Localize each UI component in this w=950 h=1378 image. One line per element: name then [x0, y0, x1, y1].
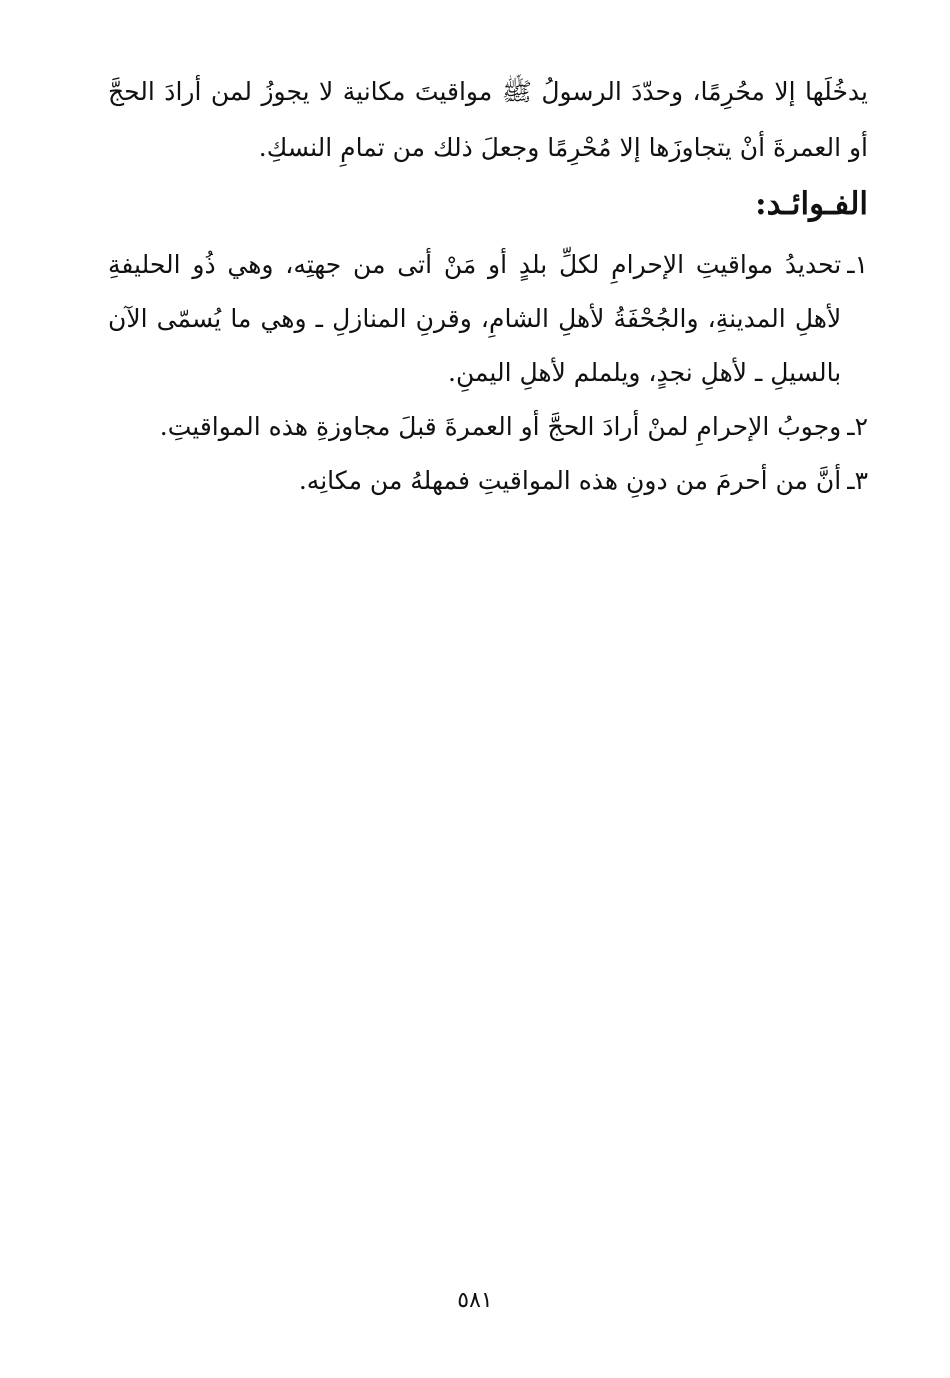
benefit-number: ١ـ: [847, 250, 868, 279]
page-number: ٥٨١: [457, 1288, 493, 1313]
benefit-number: ٣ـ: [847, 466, 868, 495]
benefit-item-1: [108, 238, 868, 400]
benefit-item-3: [108, 454, 868, 508]
benefit-item-2: [108, 400, 868, 454]
benefits-list: [108, 238, 868, 508]
benefit-number: ٢ـ: [847, 412, 868, 441]
benefit-text: وجوبُ الإحرامِ لمنْ أرادَ الحجَّ أو العمرةَ قبلَ مجاوزةِ هذه المواقيتِ.: [159, 412, 842, 441]
benefits-heading: الفـوائـد:: [755, 186, 868, 222]
benefit-text: أنَّ من أحرمَ من دونِ هذه المواقيتِ فمهلهُ من مكانِه.: [298, 466, 842, 495]
benefit-text: تحديدُ مواقيتِ الإحرامِ لكلِّ بلدٍ أو مَنْ أتى من جهتِه، وهي ذُو الحليفةِ لأهلِ المدينةِ، والجُحْفَةُ لأهلِ الشامِ، وقرنِ المنازلِ ـ وهي ما يُسمّى الآن بالسيلِ ـ لأهلِ نجدٍ، ويلملم لأهلِ اليمنِ.: [108, 250, 842, 387]
intro-paragraph: يدخُلَها إلا محُرِمًا، وحدّدَ الرسولُ ﷺ مواقيتَ مكانية لا يجوزُ لمن أرادَ الحجَّ أو العمرةَ أنْ يتجاوزَها إلا مُحْرِمًا وجعلَ ذلك من تمامِ النسكِ.: [108, 77, 868, 162]
